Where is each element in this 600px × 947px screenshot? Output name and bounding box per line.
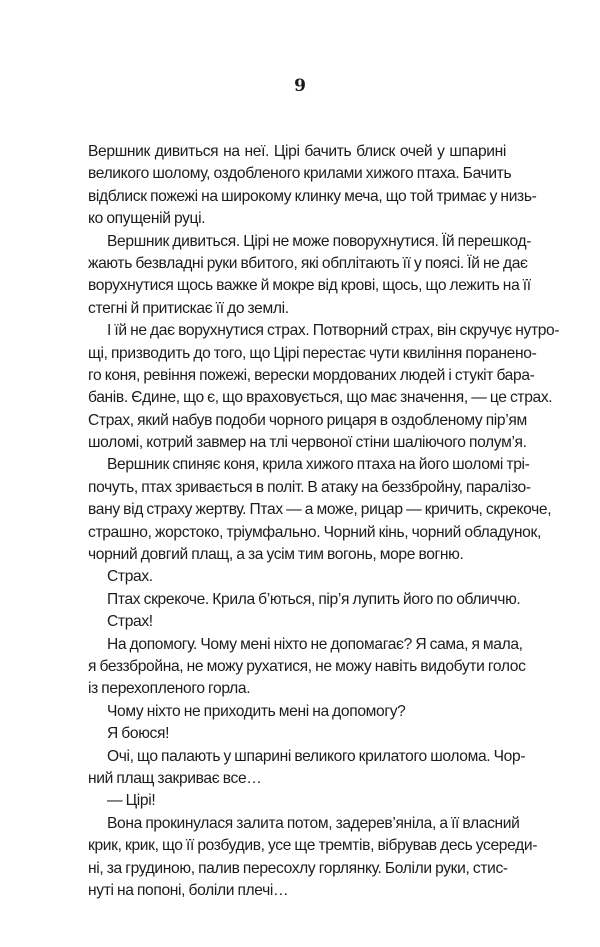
line-text: Страх! — [107, 613, 153, 631]
line-text: стегні й притискає її до землі. — [88, 299, 289, 317]
line-text: страшно, жорстоко, тріумфально. Чорний кінь, чорний обладунок, — [88, 523, 541, 541]
text-line — [88, 678, 506, 700]
line-text: Я боюся! — [107, 725, 170, 743]
paragraph — [88, 589, 521, 611]
text-line — [88, 320, 560, 342]
paragraph — [88, 231, 532, 321]
paragraph — [88, 723, 506, 745]
text-line — [88, 813, 520, 835]
paragraph — [88, 141, 537, 231]
line-text: крик, крик, що її розбудив, усе ще тремтів, вібрував десь усереди- — [88, 837, 538, 855]
text-line — [88, 186, 537, 208]
paragraph — [88, 790, 506, 812]
line-text: Вершник спиняє коня, крила хижого птаха на його шоломі трі- — [107, 456, 530, 474]
text-line — [88, 656, 526, 678]
text-line — [88, 298, 506, 320]
text-line — [88, 365, 535, 387]
paragraph — [88, 701, 506, 723]
text-line — [88, 141, 506, 163]
line-text: І їй не дає ворухнутися страх. Потворний страх, він скручує нутро- — [107, 322, 560, 340]
text-line — [88, 701, 506, 723]
line-text: вану від страху жертву. Птах — а може, рицар — кричить, скрекоче, — [88, 501, 552, 519]
text-line — [88, 522, 541, 544]
line-text: ні, за грудиною, палив пересохлу горлянку. Боліли руки, стис- — [88, 859, 508, 877]
line-text: щі, призводить до того, що Цірі перестає чути квиління поранено- — [88, 344, 537, 362]
paragraph — [88, 634, 526, 701]
text-line — [88, 858, 506, 880]
chapter-number: 9 — [294, 76, 306, 96]
line-text: — Цірі! — [107, 792, 156, 810]
line-text: На допомогу. Чому мені ніхто не допомагає? Я сама, я мала, — [107, 635, 523, 653]
text-line — [88, 634, 523, 656]
line-text: великого шолому, оздобленого крилами хижого птаха. Бачить — [88, 165, 512, 183]
text-line — [88, 410, 527, 432]
line-text: Птах скрекоче. Крила б’ються, пір’я лупить його по обличчю. — [107, 590, 521, 608]
text-line — [88, 387, 553, 409]
text-line — [88, 880, 506, 902]
paragraph — [88, 566, 506, 588]
line-text: ний плащ закриває все… — [88, 769, 262, 787]
text-line — [88, 231, 532, 253]
line-text: почуть, птах зривається в політ. В атаку на беззбройну, паралізо- — [88, 478, 531, 496]
line-text: Страх. — [107, 568, 153, 586]
text-line — [88, 544, 506, 566]
text-line — [88, 477, 531, 499]
line-text: шоломі, котрий завмер на тлі червоної стіни шаліючого полум’я. — [88, 434, 527, 452]
text-line — [88, 343, 537, 365]
paragraph — [88, 813, 538, 903]
line-text: чорний довгий плащ, а за усім тим вогонь, море вогню. — [88, 546, 464, 564]
paragraph — [88, 746, 526, 791]
line-text: ворухнутися щось важке й мокре від крові, щось, що лежить на її — [88, 277, 531, 295]
paragraph — [88, 320, 560, 454]
text-line — [88, 611, 506, 633]
text-line — [88, 723, 506, 745]
line-text: Вершник дивиться на неї. Цірі бачить блиск очей у шпарині — [88, 143, 506, 160]
text-line — [88, 835, 538, 857]
text-line — [88, 589, 521, 611]
text-line — [88, 768, 506, 790]
line-text: відблиск пожежі на широкому клинку меча, що той тримає у низь- — [88, 187, 537, 205]
line-text: банів. Єдине, що є, що враховується, що має значення, — це страх. — [88, 389, 553, 407]
line-text: го коня, ревіння пожежі, верески мордованих людей і стукіт бара- — [88, 366, 535, 384]
text-line — [88, 163, 512, 185]
paragraph — [88, 611, 506, 633]
line-text: нуті на попоні, боліли плечі… — [88, 881, 289, 899]
text-line — [88, 790, 506, 812]
line-text: із перехопленого горла. — [88, 680, 251, 698]
line-text: Очі, що палають у шпарині великого крилатого шолома. Чор- — [107, 747, 526, 765]
body-text — [88, 141, 560, 902]
line-text: Вона прокинулася залита потом, задерев’яніла, а її власний — [107, 814, 520, 832]
text-line — [88, 499, 552, 521]
text-line — [88, 454, 530, 476]
text-line — [88, 208, 506, 230]
text-line — [88, 275, 531, 297]
line-text: я беззбройна, не можу рухатися, не можу навіть видобути голос — [88, 657, 526, 675]
line-text: Чому ніхто не приходить мені на допомогу? — [107, 702, 406, 720]
paragraph — [88, 454, 552, 566]
line-text: жають безвладні руки вбитого, які обплітають її у поясі. Їй не дає — [88, 254, 528, 272]
text-line — [88, 566, 506, 588]
line-text: ко опущеній руці. — [88, 210, 206, 228]
text-line — [88, 432, 527, 454]
text-line — [88, 746, 526, 768]
text-line — [88, 253, 528, 275]
line-text: Вершник дивиться. Цірі не може поворухнутися. Їй перешкод- — [107, 232, 532, 250]
line-text: Страх, який набув подоби чорного рицаря в оздобленому пір’ям — [88, 411, 527, 429]
